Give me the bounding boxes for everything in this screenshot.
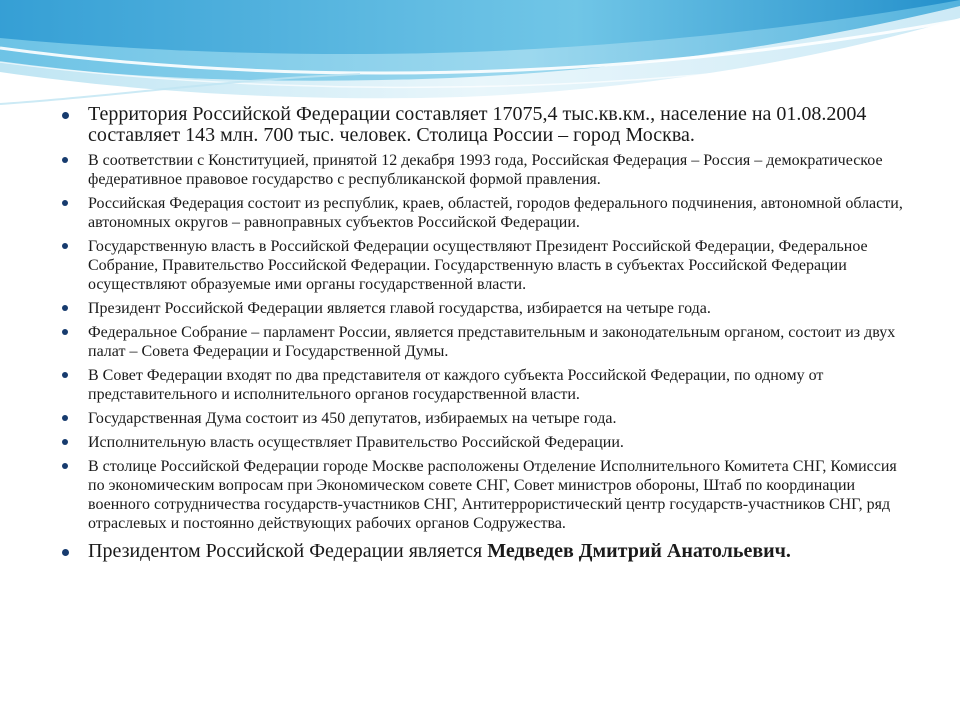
bullet-dot-icon <box>62 329 68 335</box>
bullet-text: В столице Российской Федерации городе Москве расположены Отделение Исполнительного Комитета СНГ, Комиссия по экономическим вопросам при Экономическом совете СНГ, Совет министров обороны, Штаб по координации военного сотрудничества государств-участников СНГ, Антитеррористический центр государств-участников СНГ, ряд отраслевых и постоянно действующих рабочих органов Содружества. <box>88 458 897 532</box>
bullet-text: Российская Федерация состоит из республик, краев, областей, городов федерального подчинения, автономной области, автономных округов – равноправных субъектов Российской Федерации. <box>88 195 903 231</box>
bullet-dot-icon <box>62 305 68 311</box>
bullet-item-state-power <box>62 237 912 294</box>
bullet-dot-icon <box>62 415 68 421</box>
bullet-dot-icon <box>62 243 68 249</box>
bullet-item-executive-power <box>62 433 912 452</box>
bullet-item-subjects <box>62 194 912 232</box>
bullet-text: Федеральное Собрание – парламент России, является представительным и законодательным органом, состоит из двух палат – Совета Федерации и Государственной Думы. <box>88 324 896 360</box>
president-name: Медведев Дмитрий Анатольевич. <box>487 540 791 562</box>
bullet-list <box>62 104 912 562</box>
bullet-item-federal-assembly <box>62 323 912 361</box>
bullet-text: Государственная Дума состоит из 450 депутатов, избираемых на четыре года. <box>88 410 617 427</box>
bullet-text: Государственную власть в Российской Федерации осуществляют Президент Российской Федерации, Федеральное Собрание, Правительство Российской Федерации. Государственную власть в субъектах Российской Федерации осуществляют образуемые ими органы государственной власти. <box>88 238 868 293</box>
bullet-text: Территория Российской Федерации составляет 17075,4 тыс.кв.км., население на 01.08.2004 составляет 143 млн. 700 тыс. человек. Столица России – город Москва. <box>88 103 867 146</box>
bullet-item-constitution <box>62 151 912 189</box>
bullet-item-federation-council <box>62 366 912 404</box>
header-wave-decoration <box>0 0 960 120</box>
bullet-text: В соответствии с Конституцией, принятой 12 декабря 1993 года, Российская Федерация – Россия – демократическое федеративное правовое государство с республиканской формой правления. <box>88 152 883 188</box>
bullet-text: Президент Российской Федерации является главой государства, избирается на четыре года. <box>88 300 711 317</box>
bullet-text: В Совет Федерации входят по два представителя от каждого субъекта Российской Федерации, по одному от представительного и исполнительного органов государственной власти. <box>88 367 824 403</box>
bullet-item-president <box>62 299 912 318</box>
bullet-dot-icon <box>62 549 69 556</box>
bullet-text: Исполнительную власть осуществляет Правительство Российской Федерации. <box>88 434 624 451</box>
bullet-dot-icon <box>62 372 68 378</box>
bullet-dot-icon <box>62 112 69 119</box>
bullet-item-cis-bodies <box>62 457 912 533</box>
bullet-item-territory <box>62 104 912 146</box>
bullet-item-current-president <box>62 541 912 562</box>
bullet-dot-icon <box>62 463 68 469</box>
bullet-item-state-duma <box>62 409 912 428</box>
bullet-dot-icon <box>62 200 68 206</box>
bullet-text-prefix: Президентом Российской Федерации является <box>88 540 488 562</box>
slide-content <box>62 104 912 567</box>
bullet-dot-icon <box>62 157 68 163</box>
bullet-dot-icon <box>62 439 68 445</box>
